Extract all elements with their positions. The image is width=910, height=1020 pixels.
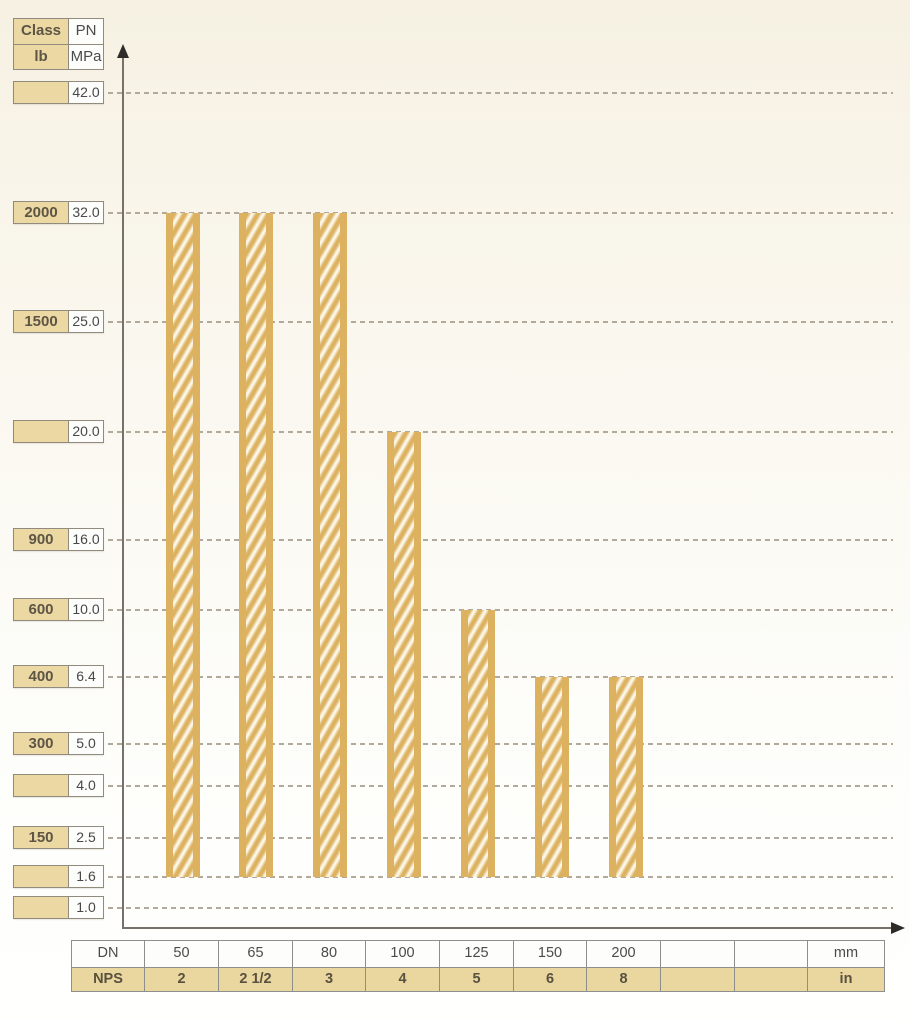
- class-lb-cell: 2000: [14, 202, 69, 223]
- class-lb-cell: [14, 82, 69, 103]
- pressure-label-4.0: [13, 774, 104, 797]
- bar-dn-125: [461, 610, 495, 877]
- bar-dn-100: [387, 432, 421, 877]
- gridline-6.4: [108, 676, 893, 678]
- pressure-label-25.0: [13, 310, 104, 333]
- class-lb-cell: 900: [14, 529, 69, 550]
- unit-legend-row-top: [14, 19, 103, 44]
- pn-mpa-cell: 1.0: [69, 897, 103, 918]
- y-axis-line: [122, 56, 124, 928]
- pn-mpa-cell: 1.6: [69, 866, 103, 887]
- gridline-5.0: [108, 743, 893, 745]
- dn-cell-1: 50: [145, 941, 219, 967]
- x-axis-line: [122, 927, 894, 929]
- nps-cell-7: 8: [587, 968, 661, 991]
- gridline-42.0: [108, 92, 893, 94]
- nps-cell-3: 3: [293, 968, 366, 991]
- pressure-label-16.0: [13, 528, 104, 551]
- class-lb-cell: 300: [14, 733, 69, 754]
- nps-row: [72, 967, 884, 991]
- bar-dn-65: [239, 213, 273, 877]
- pn-mpa-cell: 20.0: [69, 421, 103, 442]
- dn-cell-10: mm: [833, 945, 859, 961]
- class-lb-cell: 1500: [14, 311, 69, 332]
- nps-cell-1: 2: [145, 968, 219, 991]
- dn-cell-3: 80: [293, 941, 366, 967]
- size-table: [71, 940, 885, 992]
- dn-row: [72, 941, 884, 967]
- dn-cell-2: 65: [219, 941, 293, 967]
- class-lb-cell: 400: [14, 666, 69, 687]
- nps-cell-6: 6: [514, 968, 587, 991]
- dn-cell-6: 150: [514, 941, 587, 967]
- nps-cell-0: NPS: [72, 968, 145, 991]
- y-axis-arrow-up-icon: [117, 44, 129, 58]
- gridline-4.0: [108, 785, 893, 787]
- pn-mpa-cell: 2.5: [69, 827, 103, 848]
- nps-cell-5: 5: [440, 968, 514, 991]
- class-lb-cell: [14, 775, 69, 796]
- pressure-label-5.0: [13, 732, 104, 755]
- pn-mpa-cell: 32.0: [69, 202, 103, 223]
- dn-cell-5: 125: [440, 941, 514, 967]
- bar-dn-50: [166, 213, 200, 877]
- dn-cell-8: [661, 941, 735, 967]
- pn-mpa-cell: 42.0: [69, 82, 103, 103]
- pressure-label-2.5: [13, 826, 104, 849]
- pn-mpa-cell: 6.4: [69, 666, 103, 687]
- pressure-label-1.0: [13, 896, 104, 919]
- gridline-16.0: [108, 539, 893, 541]
- bar-dn-150: [535, 677, 569, 877]
- bar-dn-80: [313, 213, 347, 877]
- pressure-label-6.4: [13, 665, 104, 688]
- gridline-1.6: [108, 876, 893, 878]
- pn-mpa-cell: 16.0: [69, 529, 103, 550]
- class-lb-cell: [14, 421, 69, 442]
- class-lb-cell: 600: [14, 599, 69, 620]
- x-axis-arrow-right-icon: [891, 922, 905, 934]
- unit-legend-row-bottom: [14, 44, 103, 69]
- dn-cell-4: 100: [366, 941, 440, 967]
- pn-mpa-cell: 4.0: [69, 775, 103, 796]
- mpa-unit-cell: MPa: [69, 45, 103, 69]
- pressure-label-1.6: [13, 865, 104, 888]
- nps-cell-2: 2 1/2: [219, 968, 293, 991]
- dn-cell-0: DN: [72, 941, 145, 967]
- pressure-label-42.0: [13, 81, 104, 104]
- nps-cell-8: [661, 968, 735, 991]
- nps-cell-9: [735, 968, 808, 991]
- bar-dn-200: [609, 677, 643, 877]
- unit-legend-table: [13, 18, 104, 70]
- pn-mpa-cell: 25.0: [69, 311, 103, 332]
- gridline-32.0: [108, 212, 893, 214]
- gridline-25.0: [108, 321, 893, 323]
- lb-unit-cell: lb: [14, 45, 69, 69]
- gridline-20.0: [108, 431, 893, 433]
- class-lb-cell: [14, 866, 69, 887]
- class-header-cell: Class: [14, 19, 69, 44]
- dn-cell-9: [735, 941, 808, 967]
- class-lb-cell: [14, 897, 69, 918]
- pressure-label-20.0: [13, 420, 104, 443]
- pn-mpa-cell: 5.0: [69, 733, 103, 754]
- gridline-10.0: [108, 609, 893, 611]
- pn-header-cell: PN: [69, 19, 103, 44]
- gridline-2.5: [108, 837, 893, 839]
- nps-cell-10: in: [839, 971, 853, 987]
- pressure-label-32.0: [13, 201, 104, 224]
- class-lb-cell: 150: [14, 827, 69, 848]
- pressure-label-10.0: [13, 598, 104, 621]
- pn-mpa-cell: 10.0: [69, 599, 103, 620]
- nps-cell-4: 4: [366, 968, 440, 991]
- gridline-1.0: [108, 907, 893, 909]
- dn-cell-7: 200: [587, 941, 661, 967]
